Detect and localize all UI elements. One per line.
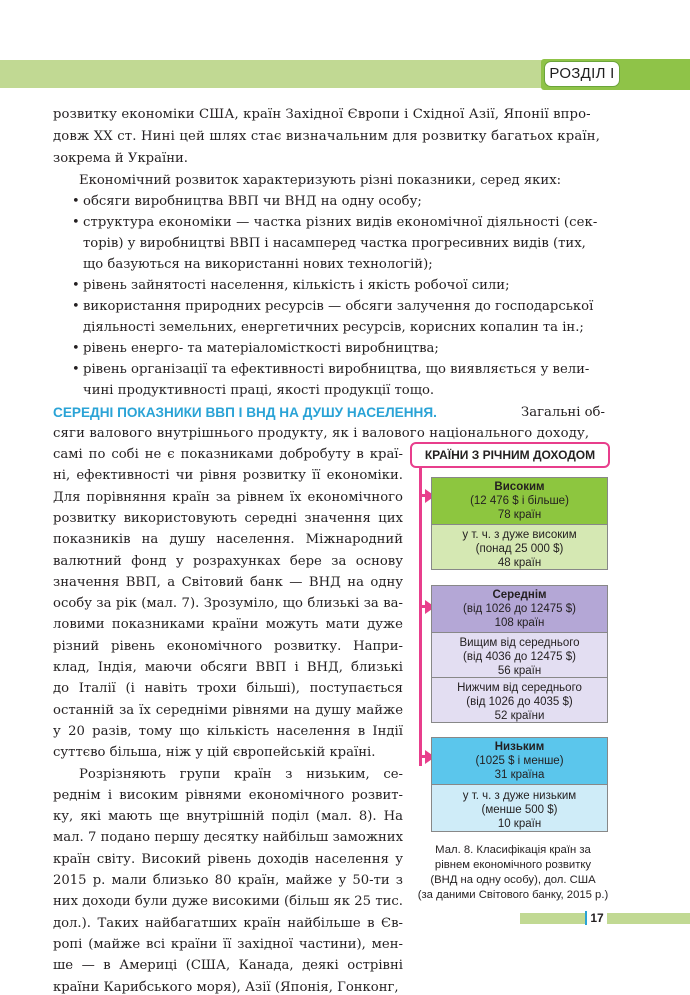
body-line: розвитку використовують середні значення цих [53,510,403,526]
upper-middle-income-box [431,632,608,678]
lower-middle-income-box [431,677,608,723]
caption-line: Мал. 8. Класифікація країн за [435,844,591,856]
body-line: ні, ефективності чи рівня розвитку її економіки. [53,468,403,484]
page-number: 17 [585,911,607,925]
body-line: показників на душу населення. Міжнародний [53,532,403,548]
body-line: Розрізняють групи країн з низьким, се- [79,766,403,782]
diagram-title: КРАЇНИ З РІЧНИМ ДОХОДОМ [410,442,610,468]
box-line: (менше 500 $) [481,804,558,816]
box-count: 48 країн [497,557,542,569]
box-count: 108 країн [494,617,545,629]
box-head: Низьким [494,741,545,753]
box-range: (12 476 $ і більше) [470,495,569,507]
body-line: мал. 7 подано першу десятку найбільш заможних [53,830,403,846]
very-low-income-box [431,784,608,832]
bullet-text: торів) у виробництві ВВП і насамперед частка прогресивних видів (тих, [83,236,586,251]
bullet-text: рівень зайнятості населення, кількість і якість робочої сили; [83,278,510,293]
box-count: 10 країн [497,818,542,830]
very-high-income-box [431,524,608,570]
middle-income-box [431,585,608,633]
body-line: ловими показниками країни можуть мати дуже [53,617,403,633]
bullet-marker: • [72,194,80,209]
body-line: країн світу. Високий рівень доходів населення у [53,851,403,867]
intro-line: розвитку економіки США, країн Західної Європи і Східної Азії, Японії впро- [53,107,591,122]
body-line: ку, які мають ще внутрішній поділ (мал. 8). На [53,809,403,825]
bullet-marker: • [72,362,80,377]
box-head: Середнім [492,589,547,601]
body-line: останній за їх середніми рівнями на душу майже [53,702,403,718]
body-line: значення ВВП, а Світовий банк — ВНД на одну [53,574,403,590]
body-line: країни Карибського моря), Азії (Японія, Гонконг, [53,979,399,995]
box-count: 56 країн [497,665,542,677]
intro-line: довж ХХ ст. Нині цей шлях стає визначальним для розвитку багатьох країн, [53,129,601,144]
section-label: РОЗДІЛ І [544,61,620,87]
bullet-text: рівень організації та ефективності виробництва, що виявляється у вели- [83,362,590,377]
box-line: Вищим від середнього [459,637,580,649]
section-heading: СЕРЕДНІ ПОКАЗНИКИ ВВП І ВНД НА ДУШУ НАСЕЛЕННЯ. [53,405,437,420]
body-line: сяги валового внутрішнього продукту, як і валового національного доходу, [53,426,590,441]
box-count: 31 країна [494,769,545,781]
high-income-box [431,477,608,525]
diagram-connector [419,466,422,766]
bullet-marker: • [72,341,80,356]
body-line: клад, Індія, маючи обсяги ВВП і ВНД, близькі [53,660,403,675]
body-line: валютний фонд у розрахунках бере за основу [53,553,403,569]
box-range: (від 1026 до 12475 $) [463,603,576,615]
body-line: ше — в Америці (США, Канада, деякі острівні [53,958,403,974]
box-line: (понад 25 000 $) [475,543,564,555]
intro-line: зокрема й України. [53,151,188,166]
caption-line: рівнем економічного розвитку [434,859,592,871]
intro-line: Економічний розвиток характеризують різні показники, серед яких: [79,173,562,188]
caption-line: (за даними Світового банку, 2015 р.) [417,889,609,901]
box-count: 52 країни [494,710,545,722]
bullet-text: обсяги виробництва ВВП чи ВНД на одну особу; [83,194,422,209]
bullet-text: діяльності земельних, енергетичних ресурсів, корисних копалин та ін.; [83,320,584,335]
body-line: самі по собі не є показниками добробуту в краї- [53,447,403,462]
bullet-text: чині продуктивності праці, якості продукції тощо. [83,383,435,398]
box-line: Нижчим від середнього [457,682,582,694]
bullet-text: структура економіки — частка різних видів економічної діяльності (сек- [83,215,598,230]
box-range: (1025 $ і менше) [475,755,564,767]
body-line: них доходи були дуже високими (більш як 25 тис. [53,894,403,910]
body-line: різний рівень економічного розвитку. Напри- [53,638,403,654]
body-line: Для порівняння країн за рівнем їх економічного [53,489,403,505]
box-line: у т. ч. з дуже низьким [462,790,577,802]
body-line: у 20 разів, тому що кількість населення в Індії [53,723,403,739]
box-line: (від 4036 до 12475 $) [463,651,576,663]
box-line: (від 1026 до 4035 $) [466,696,573,708]
bullet-text: що базуються на використанні нових технологій); [83,257,433,272]
body-line: реднім і високим рівнями економічного розвит- [53,787,403,803]
body-line: до Італії (і навіть трохи більші), поступається [53,681,403,697]
body-line: ропі (майже всі країни її західної частини), мен- [53,936,403,952]
caption-line: (ВНД на одну особу), дол. США [430,874,596,886]
body-line: суттєво більша, ніж у цій європейській країні. [53,745,376,761]
low-income-box [431,737,608,785]
body-line: дол.). Таких найбагатших країн найбільше в Єв- [53,915,403,931]
bullet-text: рівень енерго- та матеріаломісткості виробництва; [83,341,439,356]
body-line: 2015 р. мали близько 80 країн, майже у 50-ти з [53,873,403,888]
box-count: 78 країн [497,509,542,521]
heading-tail: Загальні об- [521,405,605,420]
box-head: Високим [494,481,545,493]
bullet-marker: • [72,299,80,314]
bullet-text: використання природних ресурсів — обсяги залучення до господарської [83,299,594,314]
bullet-marker: • [72,278,80,293]
bullet-marker: • [72,215,80,230]
figure-caption [408,843,618,903]
box-line: у т. ч. з дуже високим [462,529,577,541]
body-line: особу за рік (мал. 7). Зрозуміло, що близькі за ва- [53,596,403,612]
